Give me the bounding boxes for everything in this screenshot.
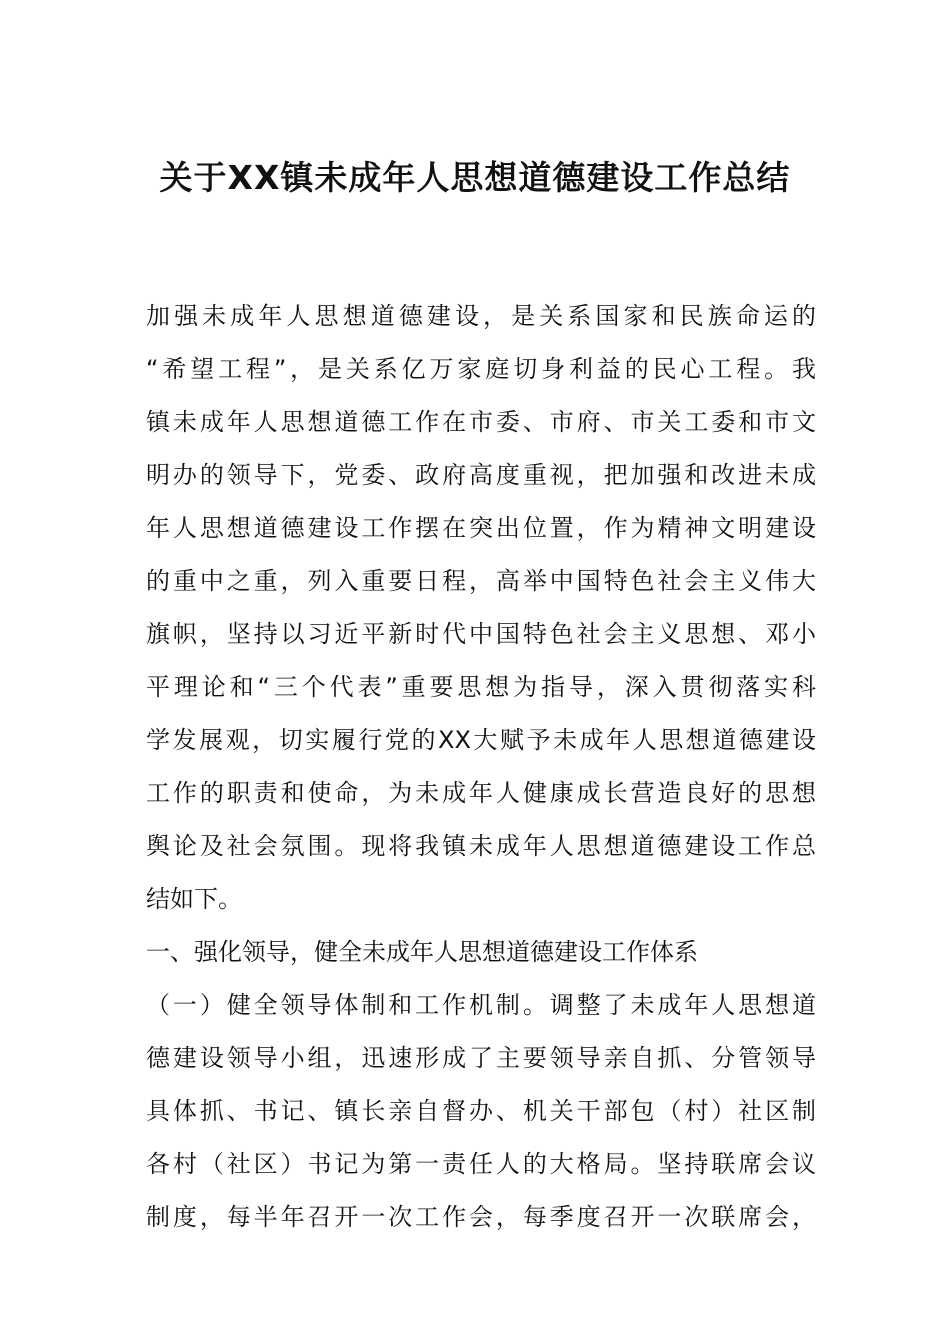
document-title: 关于XX镇未成年人思想道德建设工作总结	[159, 158, 791, 197]
body-line: 镇未成年人思想道德工作在市委、市府、市关工委和市文	[146, 408, 816, 436]
body-line: 德建设领导小组，迅速形成了主要领导亲自抓、分管领导	[146, 1044, 816, 1072]
body-line: 工作的职责和使命，为未成年人健康成长营造良好的思想	[146, 779, 816, 807]
body-line: 具体抓、书记、镇长亲自督办、机关干部包（村）社区制	[146, 1097, 816, 1125]
section-heading: 一、强化领导，健全未成年人思想道德建设工作体系	[146, 938, 698, 966]
body-line: 的重中之重，列入重要日程，高举中国特色社会主义伟大	[146, 567, 816, 595]
body-line: 各村（社区）书记为第一责任人的大格局。坚持联席会议	[146, 1150, 816, 1178]
body-line: （一）健全领导体制和工作机制。调整了未成年人思想道	[146, 991, 816, 1019]
body-line: 平理论和“三个代表”重要思想为指导，深入贯彻落实科	[146, 673, 816, 701]
body-line: 学发展观，切实履行党的XX大赋予未成年人思想道德建设	[146, 726, 816, 754]
body-line: 旗帜，坚持以习近平新时代中国特色社会主义思想、邓小	[146, 620, 816, 648]
body-line: 明办的领导下，党委、政府高度重视，把加强和改进未成	[146, 461, 816, 489]
body-line: 加强未成年人思想道德建设，是关系国家和民族命运的	[146, 302, 816, 330]
body-line: “希望工程”，是关系亿万家庭切身利益的民心工程。我	[146, 355, 816, 383]
body-line: 结如下。	[146, 885, 242, 913]
document-body	[146, 296, 816, 1250]
body-line: 制度，每半年召开一次工作会，每季度召开一次联席会，	[146, 1203, 816, 1231]
body-line: 舆论及社会氛围。现将我镇未成年人思想道德建设工作总	[146, 832, 816, 860]
body-line: 年人思想道德建设工作摆在突出位置，作为精神文明建设	[146, 514, 816, 542]
